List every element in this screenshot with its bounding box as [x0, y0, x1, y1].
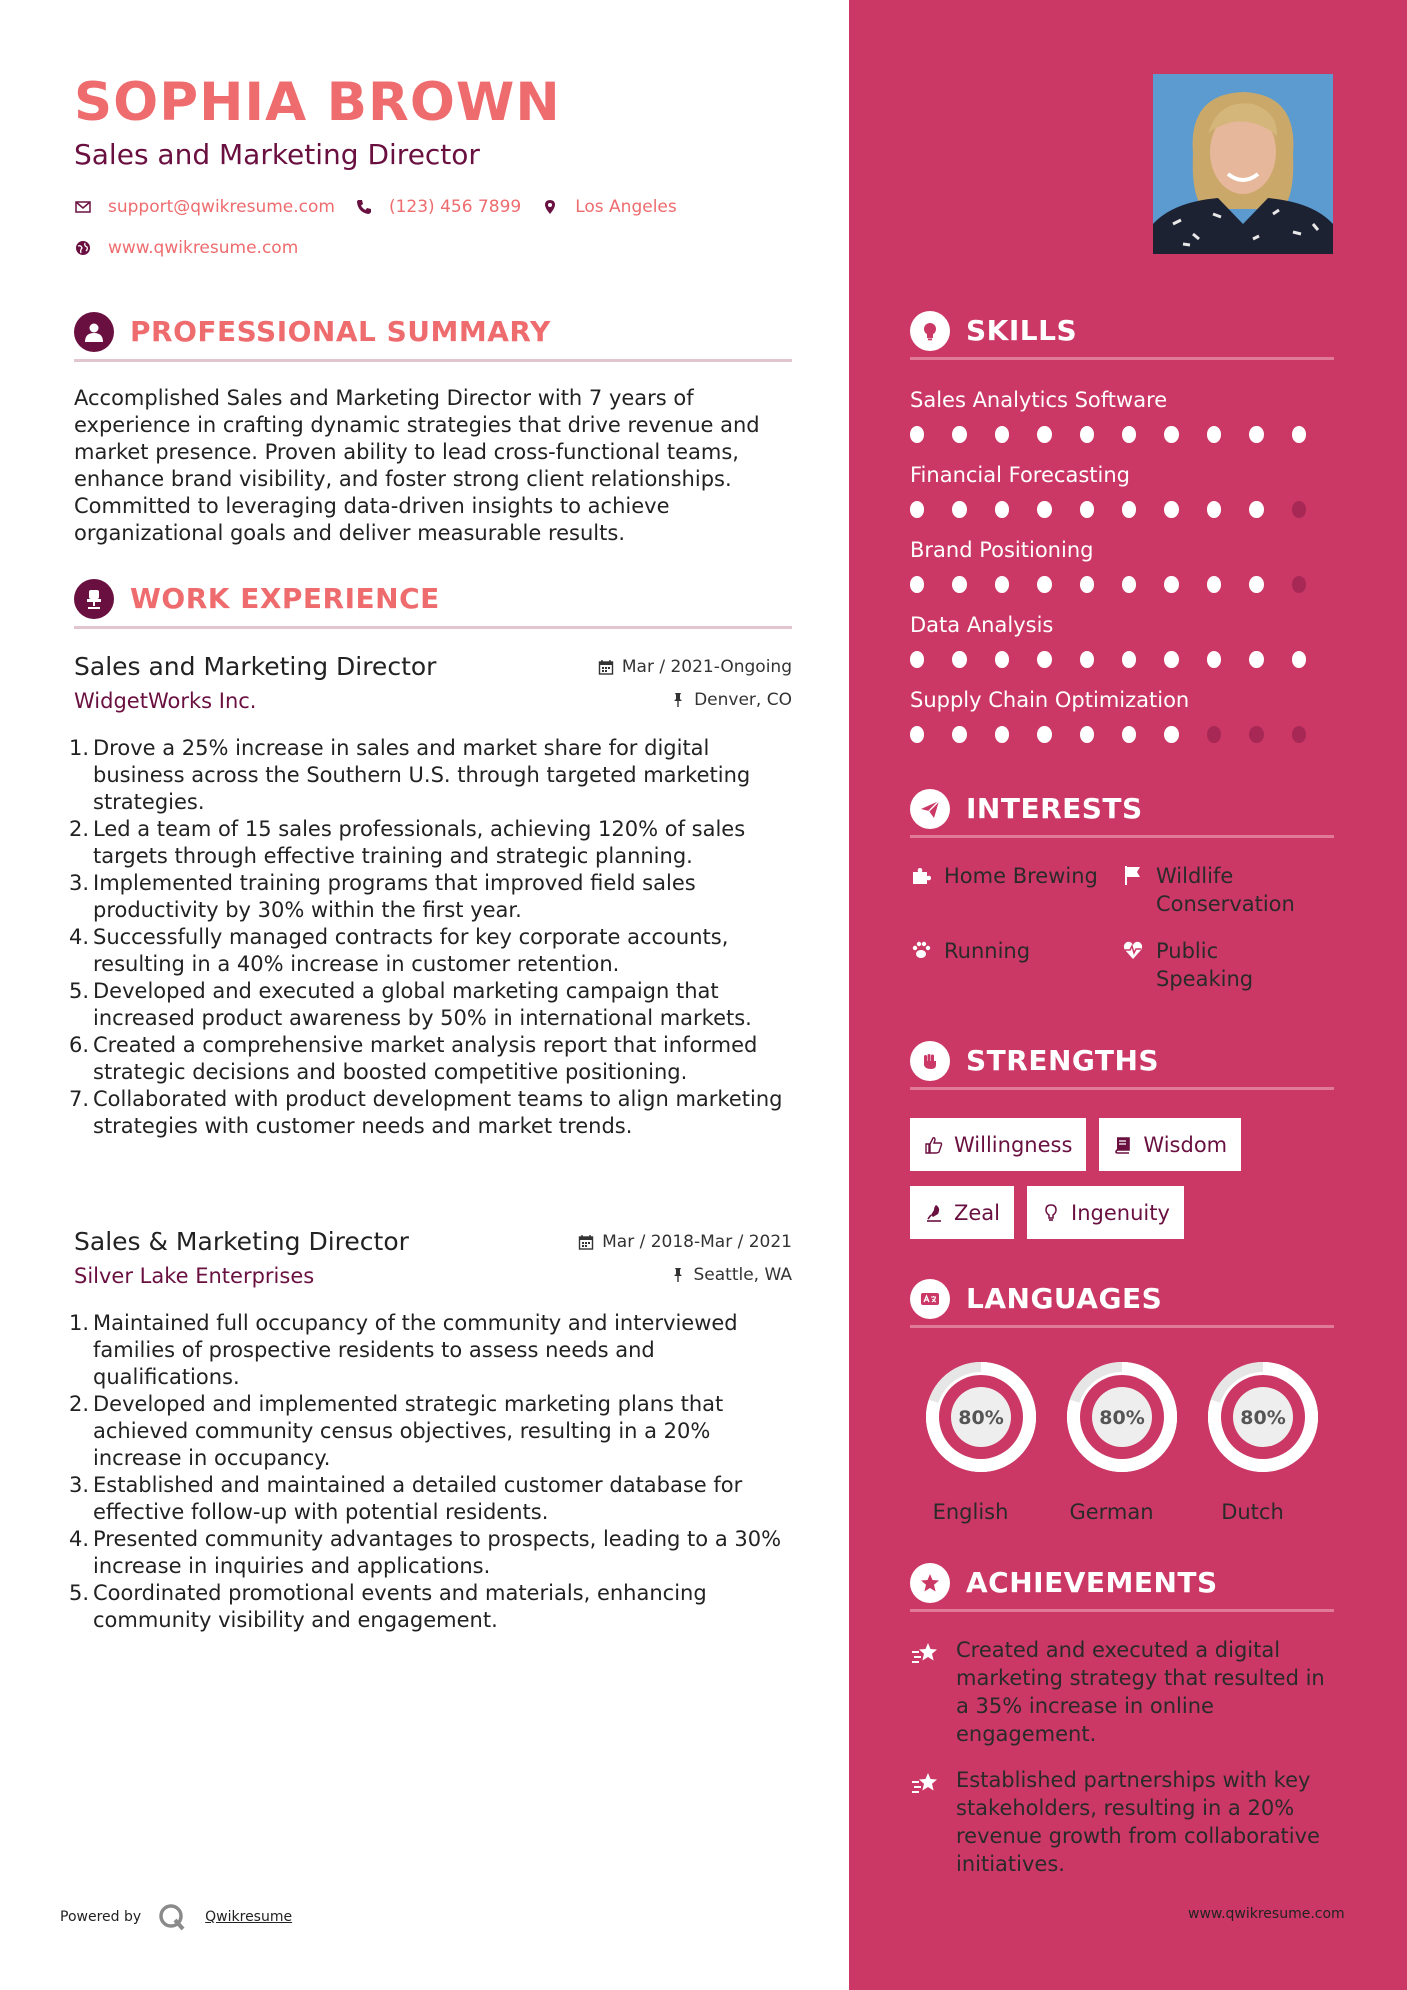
language-ring — [920, 1356, 1042, 1478]
email-text: support@qwikresume.com — [108, 197, 335, 217]
achievements-heading — [910, 1562, 1334, 1612]
language-ring — [1061, 1356, 1183, 1478]
website-text: www.qwikresume.com — [108, 238, 299, 258]
skill-rating — [910, 726, 1334, 743]
language-name: English — [932, 1500, 1009, 1524]
book-icon — [1113, 1135, 1133, 1155]
rating-dot-filled — [995, 576, 1009, 593]
rating-dot-filled — [952, 651, 966, 668]
profile-photo — [1153, 74, 1333, 254]
skill-rating — [910, 651, 1334, 668]
skill-rating — [910, 501, 1334, 518]
qwikresume-logo-icon — [157, 1902, 187, 1932]
rating-dot-filled — [1080, 426, 1094, 443]
strength-chip — [1027, 1186, 1184, 1239]
office-chair-icon — [74, 579, 114, 619]
rating-dot-filled — [1122, 501, 1136, 518]
language-item — [1051, 1356, 1192, 1524]
job-date-text: Mar / 2018-Mar / 2021 — [602, 1232, 792, 1252]
interest-item — [1122, 937, 1334, 1012]
rating-dot-empty — [1292, 501, 1306, 518]
strength-label: Wisdom — [1143, 1132, 1228, 1157]
rating-dot-filled — [1080, 726, 1094, 743]
language-item — [1192, 1356, 1333, 1524]
list-item: 6. Created a comprehensive market analysis report that informed strategic decisions and boosted competitive positioning. — [69, 1033, 758, 1084]
rating-dot-filled — [1207, 651, 1221, 668]
pushpin-icon — [670, 692, 686, 708]
powered-by — [60, 1902, 292, 1932]
job-location-text: Denver, CO — [694, 690, 792, 710]
map-marker-icon — [541, 198, 559, 216]
envelope-icon — [74, 198, 92, 216]
list-item: 1. Drove a 25% increase in sales and market share for digital business across the Southern U.S. through targeted marketing strategies. — [69, 736, 751, 814]
job-title: Sales and Marketing Director — [74, 652, 437, 681]
rating-dot-filled — [1207, 576, 1221, 593]
rating-dot-filled — [1292, 651, 1306, 668]
rating-dot-empty — [1249, 726, 1263, 743]
skill-rating — [910, 576, 1334, 593]
rating-dot-filled — [995, 651, 1009, 668]
job-location — [670, 1265, 793, 1285]
summary-heading-text: PROFESSIONAL SUMMARY — [130, 315, 551, 348]
skill-item — [910, 613, 1334, 688]
skills-heading-text: SKILLS — [966, 314, 1078, 347]
rating-dot-filled — [995, 726, 1009, 743]
rating-dot-filled — [952, 426, 966, 443]
rating-dot-filled — [910, 501, 924, 518]
list-item: 5. Developed and executed a global marketing campaign that increased product awareness by 50% in international markets. — [69, 979, 752, 1030]
skill-name: Supply Chain Optimization — [910, 688, 1190, 712]
rating-dot-filled — [1292, 426, 1306, 443]
interests-heading-text: INTERESTS — [966, 792, 1143, 825]
rating-dot-filled — [910, 426, 924, 443]
rating-dot-filled — [1249, 651, 1263, 668]
interest-item — [1122, 862, 1334, 937]
powered-by-label: Powered by — [60, 1909, 142, 1925]
bulb-icon — [1041, 1203, 1061, 1223]
job-date — [578, 1232, 792, 1252]
email-contact[interactable] — [74, 197, 335, 217]
language-name: Dutch — [1221, 1500, 1284, 1524]
job-title: Sales & Marketing Director — [74, 1227, 409, 1256]
strengths-heading — [910, 1040, 1334, 1090]
list-item: 4. Successfully managed contracts for key corporate accounts, resulting in a 40% increase in customer retention. — [69, 925, 729, 976]
pushpin-icon — [670, 1267, 686, 1283]
languages-heading — [910, 1278, 1334, 1328]
rating-dot-filled — [1037, 501, 1051, 518]
shooting-star-icon — [910, 1768, 942, 1800]
rating-dot-filled — [1164, 501, 1178, 518]
phone-contact[interactable] — [355, 197, 521, 217]
skill-item — [910, 538, 1334, 613]
rating-dot-empty — [1207, 726, 1221, 743]
paw-icon — [910, 939, 934, 963]
job-company: WidgetWorks Inc. — [74, 689, 257, 713]
list-item: 2. Developed and implemented strategic marketing plans that achieved community census objectives, resulting in a 20% increase in occupancy. — [69, 1392, 724, 1470]
calendar-icon — [598, 659, 614, 675]
user-icon — [74, 312, 114, 352]
job-date-text: Mar / 2021-Ongoing — [621, 657, 792, 677]
qwikresume-link[interactable]: Qwikresume — [205, 1909, 293, 1925]
rating-dot-filled — [1207, 501, 1221, 518]
skill-item — [910, 688, 1334, 763]
job-entry — [69, 652, 792, 1140]
job-date — [598, 657, 792, 677]
skill-rating — [910, 426, 1334, 443]
achievement-item — [910, 1636, 1334, 1748]
job-entry — [69, 1227, 792, 1634]
experience-heading-text: WORK EXPERIENCE — [130, 582, 440, 615]
language-item — [910, 1356, 1051, 1524]
flag-icon — [1122, 864, 1146, 888]
interest-label: Running — [944, 939, 1031, 963]
rating-dot-filled — [1037, 726, 1051, 743]
rating-dot-empty — [1292, 726, 1306, 743]
achievement-text: Created and executed a digital marketing strategy that resulted in a 35% increase in online engagement. — [956, 1638, 1325, 1746]
candidate-title: Sales and Marketing Director — [74, 138, 480, 171]
rating-dot-empty — [1292, 576, 1306, 593]
thumbs-up-icon — [924, 1135, 944, 1155]
fist-icon — [910, 1041, 950, 1081]
rating-dot-filled — [910, 726, 924, 743]
interest-label: Wildlife Conservation — [1156, 864, 1295, 916]
strengths-heading-text: STRENGTHS — [966, 1044, 1160, 1077]
location-text: Los Angeles — [575, 197, 677, 217]
strength-chip — [910, 1118, 1086, 1171]
rating-dot-filled — [1080, 501, 1094, 518]
language-icon — [910, 1279, 950, 1319]
skill-item — [910, 388, 1334, 463]
summary-heading — [74, 310, 792, 362]
list-item: 4. Presented community advantages to prospects, leading to a 30% increase in inquiries and applications. — [69, 1527, 782, 1578]
job-location-text: Seattle, WA — [693, 1265, 792, 1285]
rating-dot-filled — [995, 501, 1009, 518]
website-contact[interactable] — [74, 238, 298, 258]
interest-label: Home Brewing — [944, 864, 1098, 888]
location-contact — [541, 197, 677, 217]
rating-dot-filled — [1122, 576, 1136, 593]
job-company: Silver Lake Enterprises — [74, 1264, 315, 1288]
language-percent: 80% — [1098, 1407, 1145, 1429]
list-item: 3. Established and maintained a detailed customer database for effective follow-up with potential residents. — [69, 1473, 743, 1524]
skill-name: Data Analysis — [910, 613, 1054, 637]
contact-block — [74, 194, 814, 276]
rating-dot-filled — [1249, 501, 1263, 518]
rating-dot-filled — [1249, 426, 1263, 443]
experience-heading — [74, 577, 792, 629]
rating-dot-filled — [1164, 426, 1178, 443]
summary-text: Accomplished Sales and Marketing Director with 7 years of experience in crafting dynamic strategies that drive revenue and market presence. Proven ability to lead cross-functional teams, enhance brand visibility, and foster strong client relationships. Committed to leveraging data-driven insights to achieve organizational goals and deliver measurable results. — [74, 386, 760, 545]
interest-item — [910, 862, 1122, 937]
rating-dot-filled — [1122, 426, 1136, 443]
rating-dot-filled — [952, 576, 966, 593]
rating-dot-filled — [1164, 651, 1178, 668]
phone-text: (123) 456 7899 — [388, 197, 522, 217]
list-item: 3. Implemented training programs that improved field sales productivity by 30% within the first year. — [69, 871, 696, 922]
rating-dot-filled — [1037, 426, 1051, 443]
rating-dot-filled — [952, 501, 966, 518]
strength-label: Zeal — [954, 1200, 1001, 1225]
skill-name: Financial Forecasting — [910, 463, 1130, 487]
language-name: German — [1069, 1500, 1154, 1524]
achievements-list — [910, 1636, 1334, 1896]
star-icon — [910, 1563, 950, 1603]
list-item: 5. Coordinated promotional events and materials, enhancing community visibility and engagement. — [69, 1581, 707, 1632]
language-ring — [1202, 1356, 1324, 1478]
rating-dot-filled — [1207, 426, 1221, 443]
skills-heading — [910, 310, 1334, 360]
skills-list — [910, 388, 1334, 763]
languages-heading-text: LANGUAGES — [966, 1282, 1163, 1315]
language-percent: 80% — [1239, 1407, 1286, 1429]
lightbulb-icon — [910, 311, 950, 351]
rating-dot-filled — [1037, 651, 1051, 668]
shooting-star-icon — [910, 1638, 942, 1670]
heartbeat-icon — [1122, 939, 1146, 963]
skill-name: Brand Positioning — [910, 538, 1094, 562]
phone-icon — [355, 198, 373, 216]
strengths-list — [910, 1118, 1334, 1254]
interest-item — [910, 937, 1122, 1012]
rating-dot-filled — [1080, 651, 1094, 668]
calendar-icon — [578, 1234, 594, 1250]
languages-list — [910, 1356, 1334, 1524]
paper-plane-icon — [910, 789, 950, 829]
rating-dot-filled — [910, 651, 924, 668]
strength-label: Willingness — [954, 1132, 1073, 1157]
pen-icon — [924, 1203, 944, 1223]
list-item: 1. Maintained full occupancy of the community and interviewed families of prospective residents to assess needs and qualifications. — [69, 1311, 738, 1389]
job-bullets — [69, 735, 792, 1140]
list-item: 2. Led a team of 15 sales professionals, achieving 120% of sales targets through effective training and strategic planning. — [69, 817, 746, 868]
achievement-text: Established partnerships with key stakeholders, resulting in a 20% revenue growth from collaborative initiatives. — [956, 1768, 1320, 1876]
list-item: 7. Collaborated with product development teams to align marketing strategies with customer needs and market trends. — [69, 1087, 783, 1138]
achievements-heading-text: ACHIEVEMENTS — [966, 1566, 1218, 1599]
puzzle-icon — [910, 864, 934, 888]
job-location — [670, 690, 792, 710]
job-bullets — [69, 1310, 792, 1634]
rating-dot-filled — [910, 576, 924, 593]
rating-dot-filled — [1249, 576, 1263, 593]
globe-icon — [74, 239, 92, 257]
rating-dot-filled — [952, 726, 966, 743]
strength-label: Ingenuity — [1071, 1200, 1170, 1225]
footer-site[interactable]: www.qwikresume.com — [1188, 1906, 1345, 1922]
skill-name: Sales Analytics Software — [910, 388, 1168, 412]
rating-dot-filled — [1122, 726, 1136, 743]
rating-dot-filled — [1164, 726, 1178, 743]
rating-dot-filled — [1122, 651, 1136, 668]
language-percent: 80% — [957, 1407, 1004, 1429]
rating-dot-filled — [1080, 576, 1094, 593]
achievement-item — [910, 1766, 1334, 1878]
interests-heading — [910, 788, 1334, 838]
interest-label: Public Speaking — [1156, 939, 1254, 991]
strength-chip — [1099, 1118, 1241, 1171]
strength-chip — [910, 1186, 1014, 1239]
rating-dot-filled — [1037, 576, 1051, 593]
skill-item — [910, 463, 1334, 538]
rating-dot-filled — [1164, 576, 1178, 593]
candidate-name: SOPHIA BROWN — [74, 72, 561, 133]
rating-dot-filled — [995, 426, 1009, 443]
interests-list — [910, 862, 1334, 1012]
